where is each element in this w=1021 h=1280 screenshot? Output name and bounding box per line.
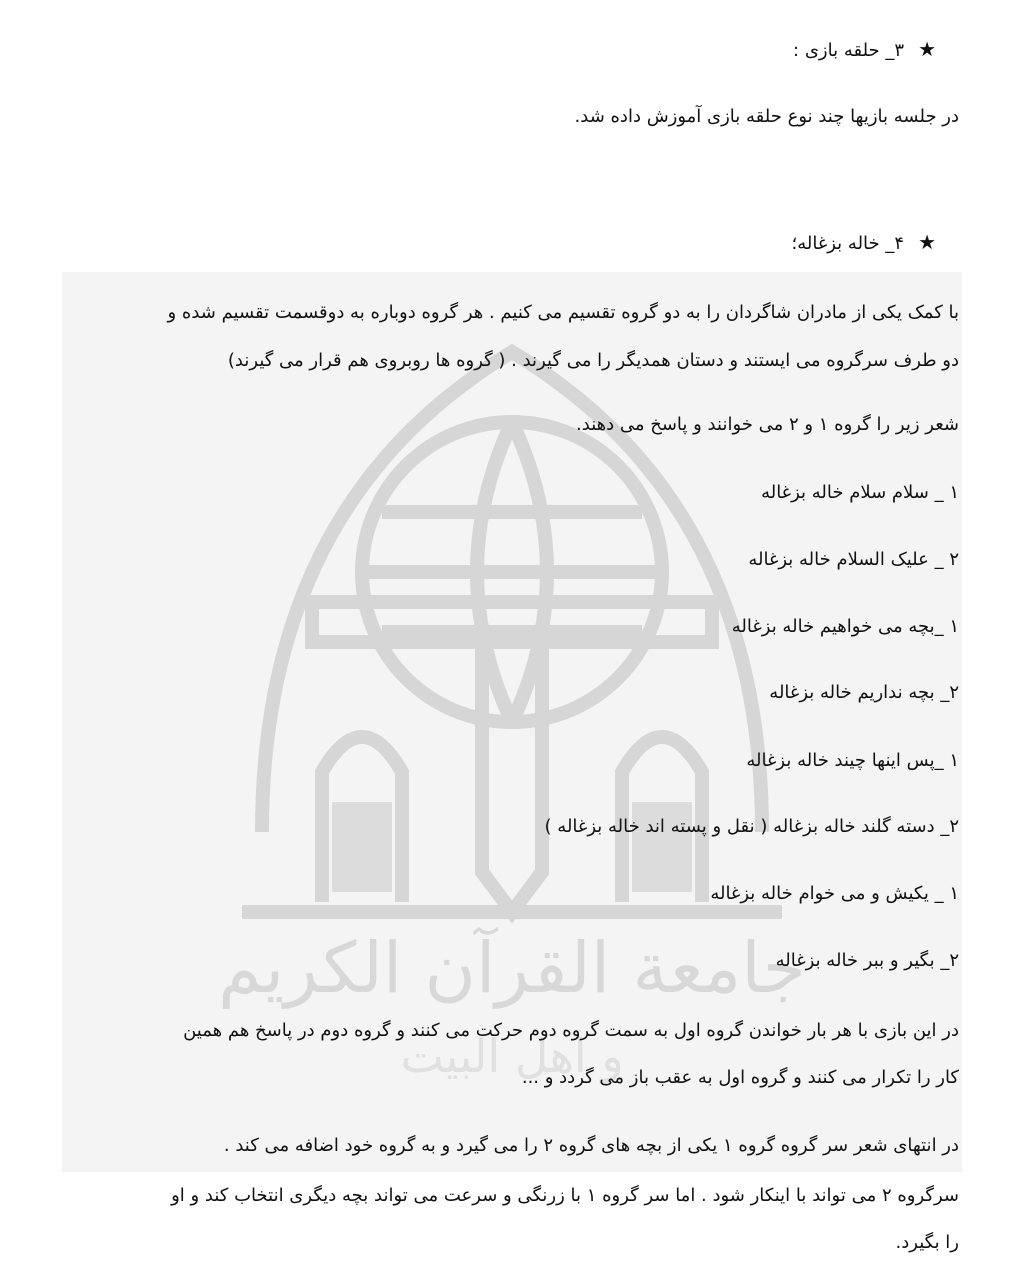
intro-line-2: دو طرف سرگروه می ایستند و دستان همدیگر را می گیرند . ( گروه ها روبروی هم قرار می گیرند): [227, 350, 959, 371]
section-4-heading: [792, 229, 937, 257]
paragraph-2-line-2: سرگروه ۲ می تواند با اینکار شود . اما سر گروه ۱ با زرنگی و سرعت می تواند بچه دیگری انتخاب کند و او: [171, 1185, 959, 1206]
watermark-text-1: جامعة القرآن الكريم: [218, 927, 806, 1009]
section-3-body: در جلسه بازیها چند نوع حلقه بازی آموزش داده شد.: [574, 106, 959, 127]
paragraph-1-line-2: کار را تکرار می کنند و گروه اول به عقب باز می گردد و ...: [521, 1067, 959, 1088]
verse-line: ۱ _بچه می خواهیم خاله بزغاله: [731, 616, 959, 637]
star-icon: ★: [918, 37, 936, 61]
paragraph-1-line-1: در این بازی با هر بار خواندن گروه اول به سمت گروه دوم حرکت می کنند و گروه دوم در پاسخ هم همین: [183, 1020, 959, 1041]
verse-line: ۱ _ یکیش و می خوام خاله بزغاله: [710, 883, 959, 904]
section-3-title: ۳_ حلقه بازی :: [793, 40, 905, 61]
verse-line: ۲_ بگیر و ببر خاله بزغاله: [775, 950, 959, 971]
intro-line-1: با کمک یکی از مادران شاگردان را به دو گروه تقسیم می کنیم . هر گروه دوباره به دوقسمت تقسیم شده و: [167, 302, 959, 323]
star-icon: ★: [918, 230, 936, 254]
verse-line: ۲_ بچه نداریم خاله بزغاله: [769, 682, 959, 703]
verse-line: ۲ _ علیک السلام خاله بزغاله: [748, 549, 959, 570]
section-3-heading: [793, 36, 936, 64]
paragraph-2-line-3: را بگیرد.: [895, 1232, 959, 1253]
paragraph-2-line-1: در انتهای شعر سر گروه گروه ۱ یکی از بچه های گروه ۲ را می گیرد و به گروه خود اضافه می کند .: [223, 1135, 959, 1156]
verse-line: ۱ _ سلام سلام خاله بزغاله: [761, 482, 959, 503]
watermark-text-2: و اهل البيت: [400, 1029, 624, 1083]
verse-line: ۱ _پس اینها چیند خاله بزغاله: [746, 750, 959, 771]
verse-line: ۲_ دسته گلند خاله بزغاله ( نقل و پسته اند خاله بزغاله ): [544, 816, 959, 837]
section-4-title: ۴_ خاله بزغاله؛: [791, 233, 905, 254]
intro-line-3: شعر زیر را گروه ۱ و ۲ می خوانند و پاسخ می دهند.: [576, 414, 959, 435]
